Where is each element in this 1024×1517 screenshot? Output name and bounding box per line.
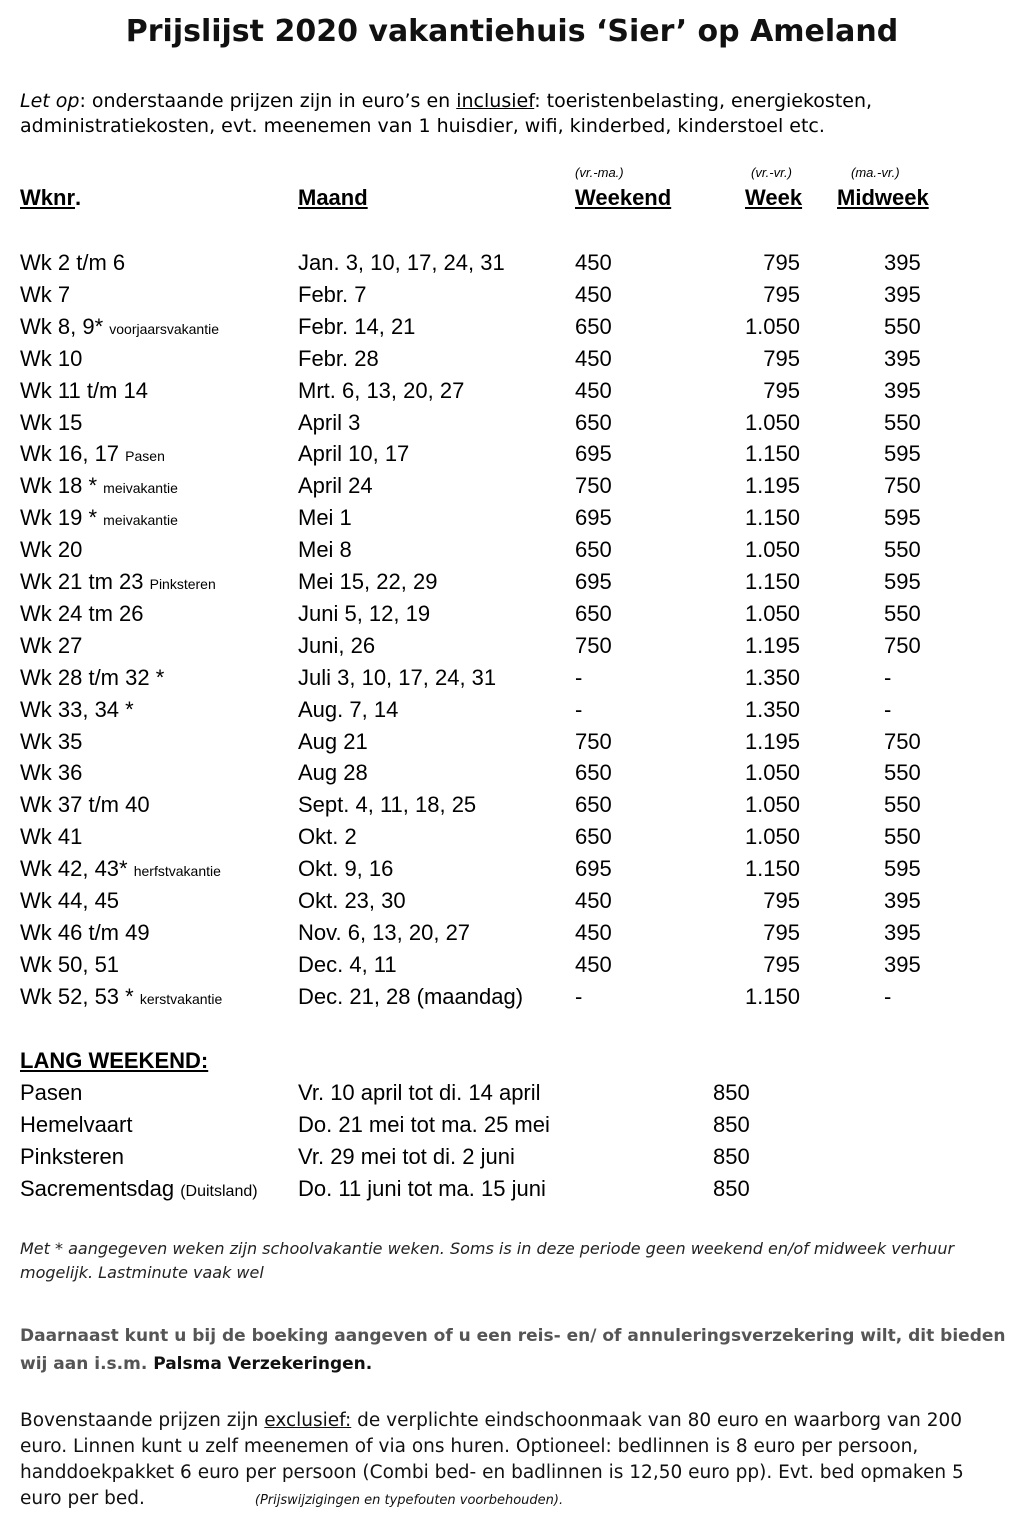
- disclaimer: (Prijswijzigingen en typefouten voorbehouden).: [254, 1493, 564, 1508]
- holiday-period: Vr. 29 mei tot di. 2 juni: [298, 1144, 515, 1169]
- holiday-name: [20, 1176, 258, 1202]
- week-number-text: Wk 41: [20, 824, 83, 849]
- holiday-price: 850: [713, 1144, 750, 1169]
- week-number-text: Wk 37 t/m 40: [20, 792, 150, 817]
- column-header-maand: Maand: [298, 185, 368, 210]
- holiday-name-text: Pinksteren: [20, 1144, 124, 1169]
- week-price-cell: 1.050: [744, 792, 800, 817]
- week-number-text: Wk 35: [20, 729, 83, 754]
- bottom-text2: de verplichte eindschoonmaak van 80 euro en waarborg van 200 euro. Linnen kunt u zelf meenemen of via ons huren. Optioneel: bedlinnen is 8 euro per persoon, handdoekpakket 6 euro per persoon (Combi bed- en badlinnen is 12,50 euro pp). Evt. bed opmaken 5 euro per bed.: [20, 1410, 964, 1509]
- week-price-cell: 1.350: [744, 697, 800, 722]
- weekend-price-cell: 750: [575, 473, 612, 498]
- table-row: [0, 441, 1024, 473]
- month-cell: Febr. 7: [298, 282, 367, 307]
- week-price-cell: 795: [763, 888, 800, 913]
- table-row: [0, 984, 1024, 1016]
- week-price-cell: 1.350: [744, 665, 800, 690]
- week-number-cell: [20, 410, 82, 436]
- insurance-company: Palsma Verzekeringen.: [153, 1354, 373, 1374]
- midweek-price-cell: 550: [884, 792, 921, 817]
- table-row: [0, 505, 1024, 537]
- weekend-price-cell: 695: [575, 569, 612, 594]
- week-number-cell: [20, 920, 150, 946]
- intro-text: [20, 89, 1010, 139]
- exclusions-note: [20, 1408, 1005, 1514]
- midweek-price-cell: 395: [884, 282, 921, 307]
- midweek-price-cell: 750: [884, 633, 921, 658]
- week-price-cell: 1.050: [744, 314, 800, 339]
- month-cell: Dec. 21, 28 (maandag): [298, 984, 524, 1009]
- month-cell: Aug 28: [298, 760, 368, 785]
- week-number-text: Wk 42, 43*: [20, 856, 128, 881]
- week-number-text: Wk 16, 17: [20, 441, 120, 466]
- weekend-price-cell: -: [575, 984, 583, 1009]
- week-number-cell: [20, 346, 82, 372]
- holiday-name-text: Pasen: [20, 1080, 83, 1105]
- month-cell: April 24: [298, 473, 373, 498]
- holiday-name: [20, 1144, 124, 1170]
- midweek-price-cell: 550: [884, 601, 921, 626]
- table-row: [0, 665, 1024, 697]
- holiday-period: Do. 11 juni tot ma. 15 juni: [298, 1176, 546, 1201]
- table-row: [0, 410, 1024, 442]
- weekend-price-cell: 650: [575, 760, 612, 785]
- week-price-cell: 795: [763, 378, 800, 403]
- table-row: [0, 952, 1024, 984]
- page-title: Prijslijst 2020 vakantiehuis ‘Sier’ op Ameland: [125, 14, 899, 49]
- month-cell: Sept. 4, 11, 18, 25: [298, 792, 477, 817]
- week-number-text: Wk 18 *: [20, 473, 98, 498]
- month-cell: Okt. 23, 30: [298, 888, 406, 913]
- week-number-text: Wk 36: [20, 760, 83, 785]
- weekend-price-cell: 450: [575, 250, 612, 275]
- holiday-note: meivakantie: [103, 480, 178, 496]
- weekend-price-cell: 750: [575, 633, 612, 658]
- week-number-text: Wk 7: [20, 282, 71, 307]
- week-price-cell: 1.050: [744, 410, 800, 435]
- week-number-cell: [20, 792, 150, 818]
- week-number-text: Wk 44, 45: [20, 888, 120, 913]
- table-row: [0, 378, 1024, 410]
- intro-text2: : toeristenbelasting, energiekosten, administratiekosten, evt. meenemen van 1 huisdier, wifi, kinderbed, kinderstoel etc.: [20, 90, 873, 137]
- week-number-text: Wk 27: [20, 633, 83, 658]
- weekend-price-cell: 695: [575, 441, 612, 466]
- weekend-price-cell: 650: [575, 824, 612, 849]
- weekend-price-cell: 450: [575, 888, 612, 913]
- week-number-cell: [20, 665, 164, 691]
- weekend-price-cell: 650: [575, 601, 612, 626]
- weekend-price-cell: 450: [575, 346, 612, 371]
- week-number-cell: [20, 633, 82, 659]
- midweek-price-cell: 550: [884, 537, 921, 562]
- column-header-wknr: [20, 185, 81, 211]
- month-cell: Mei 15, 22, 29: [298, 569, 438, 594]
- week-number-text: Wk 20: [20, 537, 83, 562]
- week-price-cell: 795: [763, 282, 800, 307]
- week-price-cell: 795: [763, 346, 800, 371]
- week-number-cell: [20, 314, 219, 340]
- holiday-note: herfstvakantie: [133, 863, 221, 879]
- month-cell: Dec. 4, 11: [298, 952, 397, 977]
- holiday-note: kerstvakantie: [139, 991, 223, 1007]
- week-number-cell: [20, 888, 119, 914]
- holiday-period: Vr. 10 april tot di. 14 april: [298, 1080, 541, 1105]
- week-price-cell: 1.195: [744, 633, 800, 658]
- intro-letop: Let op: [20, 90, 80, 112]
- week-number-text: Wk 10: [20, 346, 83, 371]
- week-number-cell: [20, 378, 148, 404]
- midweek-price-cell: 550: [884, 760, 921, 785]
- bottom-text1: Bovenstaande prijzen zijn: [20, 1410, 265, 1431]
- table-row: [0, 601, 1024, 633]
- week-number-text: Wk 24 tm 26: [20, 601, 144, 626]
- month-cell: Mei 8: [298, 537, 352, 562]
- column-header-midweek: Midweek: [837, 185, 929, 210]
- holiday-period: Do. 21 mei tot ma. 25 mei: [298, 1112, 550, 1137]
- week-number-cell: [20, 984, 222, 1010]
- week-number-cell: [20, 601, 143, 627]
- week-number-cell: [20, 760, 82, 786]
- intro-text1: : onderstaande prijzen zijn in euro’s en: [79, 90, 457, 112]
- table-row: [0, 729, 1024, 761]
- weekend-price-cell: 450: [575, 378, 612, 403]
- footnote: Met * aangegeven weken zijn schoolvakantie weken. Soms is in deze periode geen weekend en/of midweek verhuur mogelijk. Lastminute vaak wel: [20, 1239, 955, 1282]
- week-number-text: Wk 52, 53 *: [20, 984, 134, 1009]
- midweek-price-cell: 395: [884, 346, 921, 371]
- weekend-price-cell: 695: [575, 856, 612, 881]
- weekend-subheader: (vr.-ma.): [575, 165, 624, 180]
- weekend-price-cell: 450: [575, 920, 612, 945]
- insurance-note: [20, 1322, 1010, 1378]
- week-number-cell: [20, 250, 125, 276]
- table-row: [0, 824, 1024, 856]
- month-cell: Mei 1: [298, 505, 352, 530]
- week-number-cell: [20, 569, 216, 595]
- week-price-cell: 1.150: [744, 984, 800, 1009]
- intro-inclusief: inclusief: [456, 90, 535, 112]
- month-cell: Aug 21: [298, 729, 368, 754]
- holiday-note: voorjaarsvakantie: [109, 321, 219, 337]
- week-number-cell: [20, 282, 70, 308]
- week-price-cell: 1.050: [744, 537, 800, 562]
- midweek-price-cell: 595: [884, 441, 921, 466]
- weekend-price-cell: 650: [575, 537, 612, 562]
- holiday-note: Pasen: [125, 448, 165, 464]
- midweek-price-cell: 595: [884, 505, 921, 530]
- week-price-cell: 1.150: [744, 441, 800, 466]
- week-price-cell: 795: [763, 250, 800, 275]
- table-row: [0, 792, 1024, 824]
- table-row: [0, 537, 1024, 569]
- week-number-cell: [20, 824, 82, 850]
- weekend-price-cell: 750: [575, 729, 612, 754]
- weekend-price-cell: 650: [575, 314, 612, 339]
- week-price-cell: 1.150: [744, 856, 800, 881]
- holiday-price: 850: [713, 1112, 750, 1137]
- holiday-name-text: Sacrementsdag: [20, 1176, 175, 1201]
- holiday-name: [20, 1080, 82, 1106]
- month-cell: Juli 3, 10, 17, 24, 31: [298, 665, 497, 690]
- week-number-text: Wk 15: [20, 410, 83, 435]
- week-price-cell: 1.150: [744, 569, 800, 594]
- holiday-name: [20, 1112, 132, 1138]
- week-number-cell: [20, 441, 165, 467]
- month-cell: April 3: [298, 410, 361, 435]
- midweek-price-cell: 595: [884, 856, 921, 881]
- week-price-cell: 1.050: [744, 824, 800, 849]
- week-number-text: Wk 33, 34 *: [20, 697, 134, 722]
- bottom-exclusief: exclusief:: [264, 1410, 352, 1431]
- week-number-text: Wk 19 *: [20, 505, 98, 530]
- midweek-price-cell: 750: [884, 473, 921, 498]
- midweek-price-cell: -: [884, 697, 892, 722]
- table-row: [0, 920, 1024, 952]
- week-number-text: Wk 28 t/m 32 *: [20, 665, 165, 690]
- wknr-dot: .: [75, 185, 82, 210]
- holiday-note: Pinksteren: [149, 576, 216, 592]
- midweek-price-cell: -: [884, 665, 892, 690]
- month-cell: Aug. 7, 14: [298, 697, 399, 722]
- table-row: [0, 856, 1024, 888]
- weekend-price-cell: 650: [575, 792, 612, 817]
- month-cell: Febr. 14, 21: [298, 314, 416, 339]
- week-number-text: Wk 50, 51: [20, 952, 120, 977]
- month-cell: April 10, 17: [298, 441, 410, 466]
- table-row: [0, 346, 1024, 378]
- table-row: [0, 282, 1024, 314]
- midweek-price-cell: 750: [884, 729, 921, 754]
- midweek-price-cell: 550: [884, 824, 921, 849]
- week-number-cell: [20, 505, 178, 531]
- midweek-price-cell: 550: [884, 314, 921, 339]
- month-cell: Febr. 28: [298, 346, 379, 371]
- month-cell: Juni, 26: [298, 633, 376, 658]
- midweek-price-cell: 550: [884, 410, 921, 435]
- holiday-price: 850: [713, 1176, 750, 1201]
- week-price-cell: 1.195: [744, 473, 800, 498]
- month-cell: Mrt. 6, 13, 20, 27: [298, 378, 465, 403]
- holiday-price: 850: [713, 1080, 750, 1105]
- week-number-cell: [20, 952, 119, 978]
- weekend-price-cell: 650: [575, 410, 612, 435]
- week-price-cell: 795: [763, 952, 800, 977]
- week-number-text: Wk 11 t/m 14: [20, 378, 148, 403]
- weekend-price-cell: -: [575, 697, 583, 722]
- insurance-text: Daarnaast kunt u bij de boeking aangeven of u een reis- en/ of annuleringsverzekering wilt, dit bieden wij aan i.s.m.: [20, 1326, 1006, 1374]
- midweek-price-cell: 395: [884, 250, 921, 275]
- week-number-cell: [20, 856, 221, 882]
- week-price-cell: 795: [763, 920, 800, 945]
- week-price-cell: 1.050: [744, 760, 800, 785]
- wknr-label: Wknr: [20, 185, 75, 210]
- week-number-cell: [20, 537, 82, 563]
- weekend-price-cell: 695: [575, 505, 612, 530]
- month-cell: Jan. 3, 10, 17, 24, 31: [298, 250, 505, 275]
- midweek-price-cell: -: [884, 984, 892, 1009]
- holiday-country-note: (Duitsland): [180, 1183, 258, 1200]
- table-row: [0, 888, 1024, 920]
- midweek-price-cell: 395: [884, 888, 921, 913]
- week-number-text: Wk 21 tm 23: [20, 569, 144, 594]
- weekend-price-cell: 450: [575, 282, 612, 307]
- week-number-cell: [20, 473, 178, 499]
- table-row: [0, 760, 1024, 792]
- week-number-text: Wk 2 t/m 6: [20, 250, 126, 275]
- table-row: [0, 697, 1024, 729]
- month-cell: Okt. 2: [298, 824, 357, 849]
- lang-weekend-title: LANG WEEKEND:: [20, 1048, 209, 1073]
- midweek-price-cell: 595: [884, 569, 921, 594]
- table-row: [0, 250, 1024, 282]
- weekend-price-cell: -: [575, 665, 583, 690]
- week-number-text: Wk 46 t/m 49: [20, 920, 150, 945]
- column-header-week: Week: [745, 185, 803, 210]
- week-price-cell: 1.195: [744, 729, 800, 754]
- week-price-cell: 1.050: [744, 601, 800, 626]
- week-number-text: Wk 8, 9*: [20, 314, 104, 339]
- week-price-cell: 1.150: [744, 505, 800, 530]
- month-cell: Okt. 9, 16: [298, 856, 394, 881]
- midweek-subheader: (ma.-vr.): [851, 165, 900, 180]
- midweek-price-cell: 395: [884, 378, 921, 403]
- table-row: [0, 473, 1024, 505]
- column-header-weekend: Weekend: [575, 185, 672, 210]
- month-cell: Nov. 6, 13, 20, 27: [298, 920, 471, 945]
- holiday-name-text: Hemelvaart: [20, 1112, 133, 1137]
- midweek-price-cell: 395: [884, 920, 921, 945]
- weekend-price-cell: 450: [575, 952, 612, 977]
- table-row: [0, 569, 1024, 601]
- week-number-cell: [20, 729, 82, 755]
- table-row: [0, 633, 1024, 665]
- holiday-note: meivakantie: [103, 512, 178, 528]
- month-cell: Juni 5, 12, 19: [298, 601, 431, 626]
- week-subheader: (vr.-vr.): [751, 165, 792, 180]
- week-number-cell: [20, 697, 134, 723]
- midweek-price-cell: 395: [884, 952, 921, 977]
- table-row: [0, 314, 1024, 346]
